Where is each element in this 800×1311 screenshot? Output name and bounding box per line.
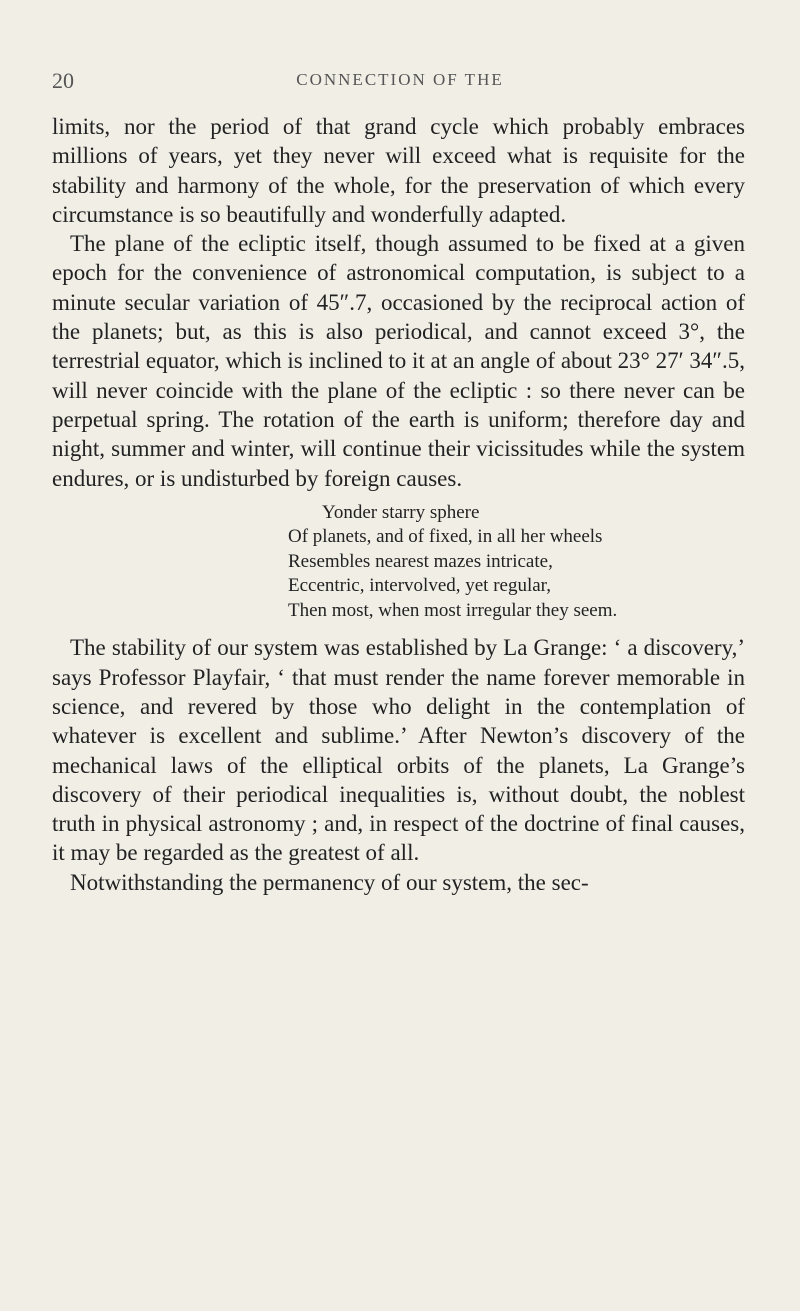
page-number: 20 [52,68,74,93]
poem-line: Of planets, and of fixed, in all her wheels [288,526,603,548]
paragraph: The stability of our system was established by La Grange: ‘ a discovery,’ says Professor Playfair, ‘ that must render the name forever memorable in science, and revered by those who delight in the contemplation of whatever is excellent and sublime.’ After Newton’s discovery of the mechanical laws of the elliptical orbits of the planets, La Grange’s discovery of their periodical inequalities is, without doubt, the noblest truth in physical astronomy ; and, in respect of the doctrine of final causes, it may be regarded as the greatest of all. [52,635,745,866]
paragraph: The plane of the ecliptic itself, though assumed to be fixed at a given epoch for the convenience of astronomical computation, is subject to a minute secular variation of 45″.7, occasioned by the reciprocal action of the planets; but, as this is also periodical, and cannot exceed 3°, the terrestrial equator, which is inclined to it at an angle of about 23° 27′ 34″.5, will never coincide with the plane of the ecliptic : so there never can be perpetual spring. The rotation of the earth is uniform; therefore day and night, summer and winter, will continue their vicissitudes while the system endures, or is undisturbed by foreign causes. [52,231,745,491]
poem-line: Then most, when most irregular they seem. [288,599,618,621]
poem-line: Eccentric, intervolved, yet regular, [288,575,552,597]
running-head [52,68,748,98]
poem-quotation [52,501,745,624]
running-title: CONNECTION OF THE [296,70,504,89]
poem-line: Resembles nearest mazes intricate, [288,550,553,572]
body-text [52,112,745,897]
paragraph: limits, nor the period of that grand cycle which probably embraces millions of years, yet they never will exceed what is requisite for the stability and harmony of the whole, for the preservation of which every circumstance is so beautifully and wonderfully adapted. [52,114,745,227]
paragraph: Notwithstanding the permanency of our system, the sec- [70,869,589,895]
poem-line: Yonder starry sphere [322,501,480,523]
